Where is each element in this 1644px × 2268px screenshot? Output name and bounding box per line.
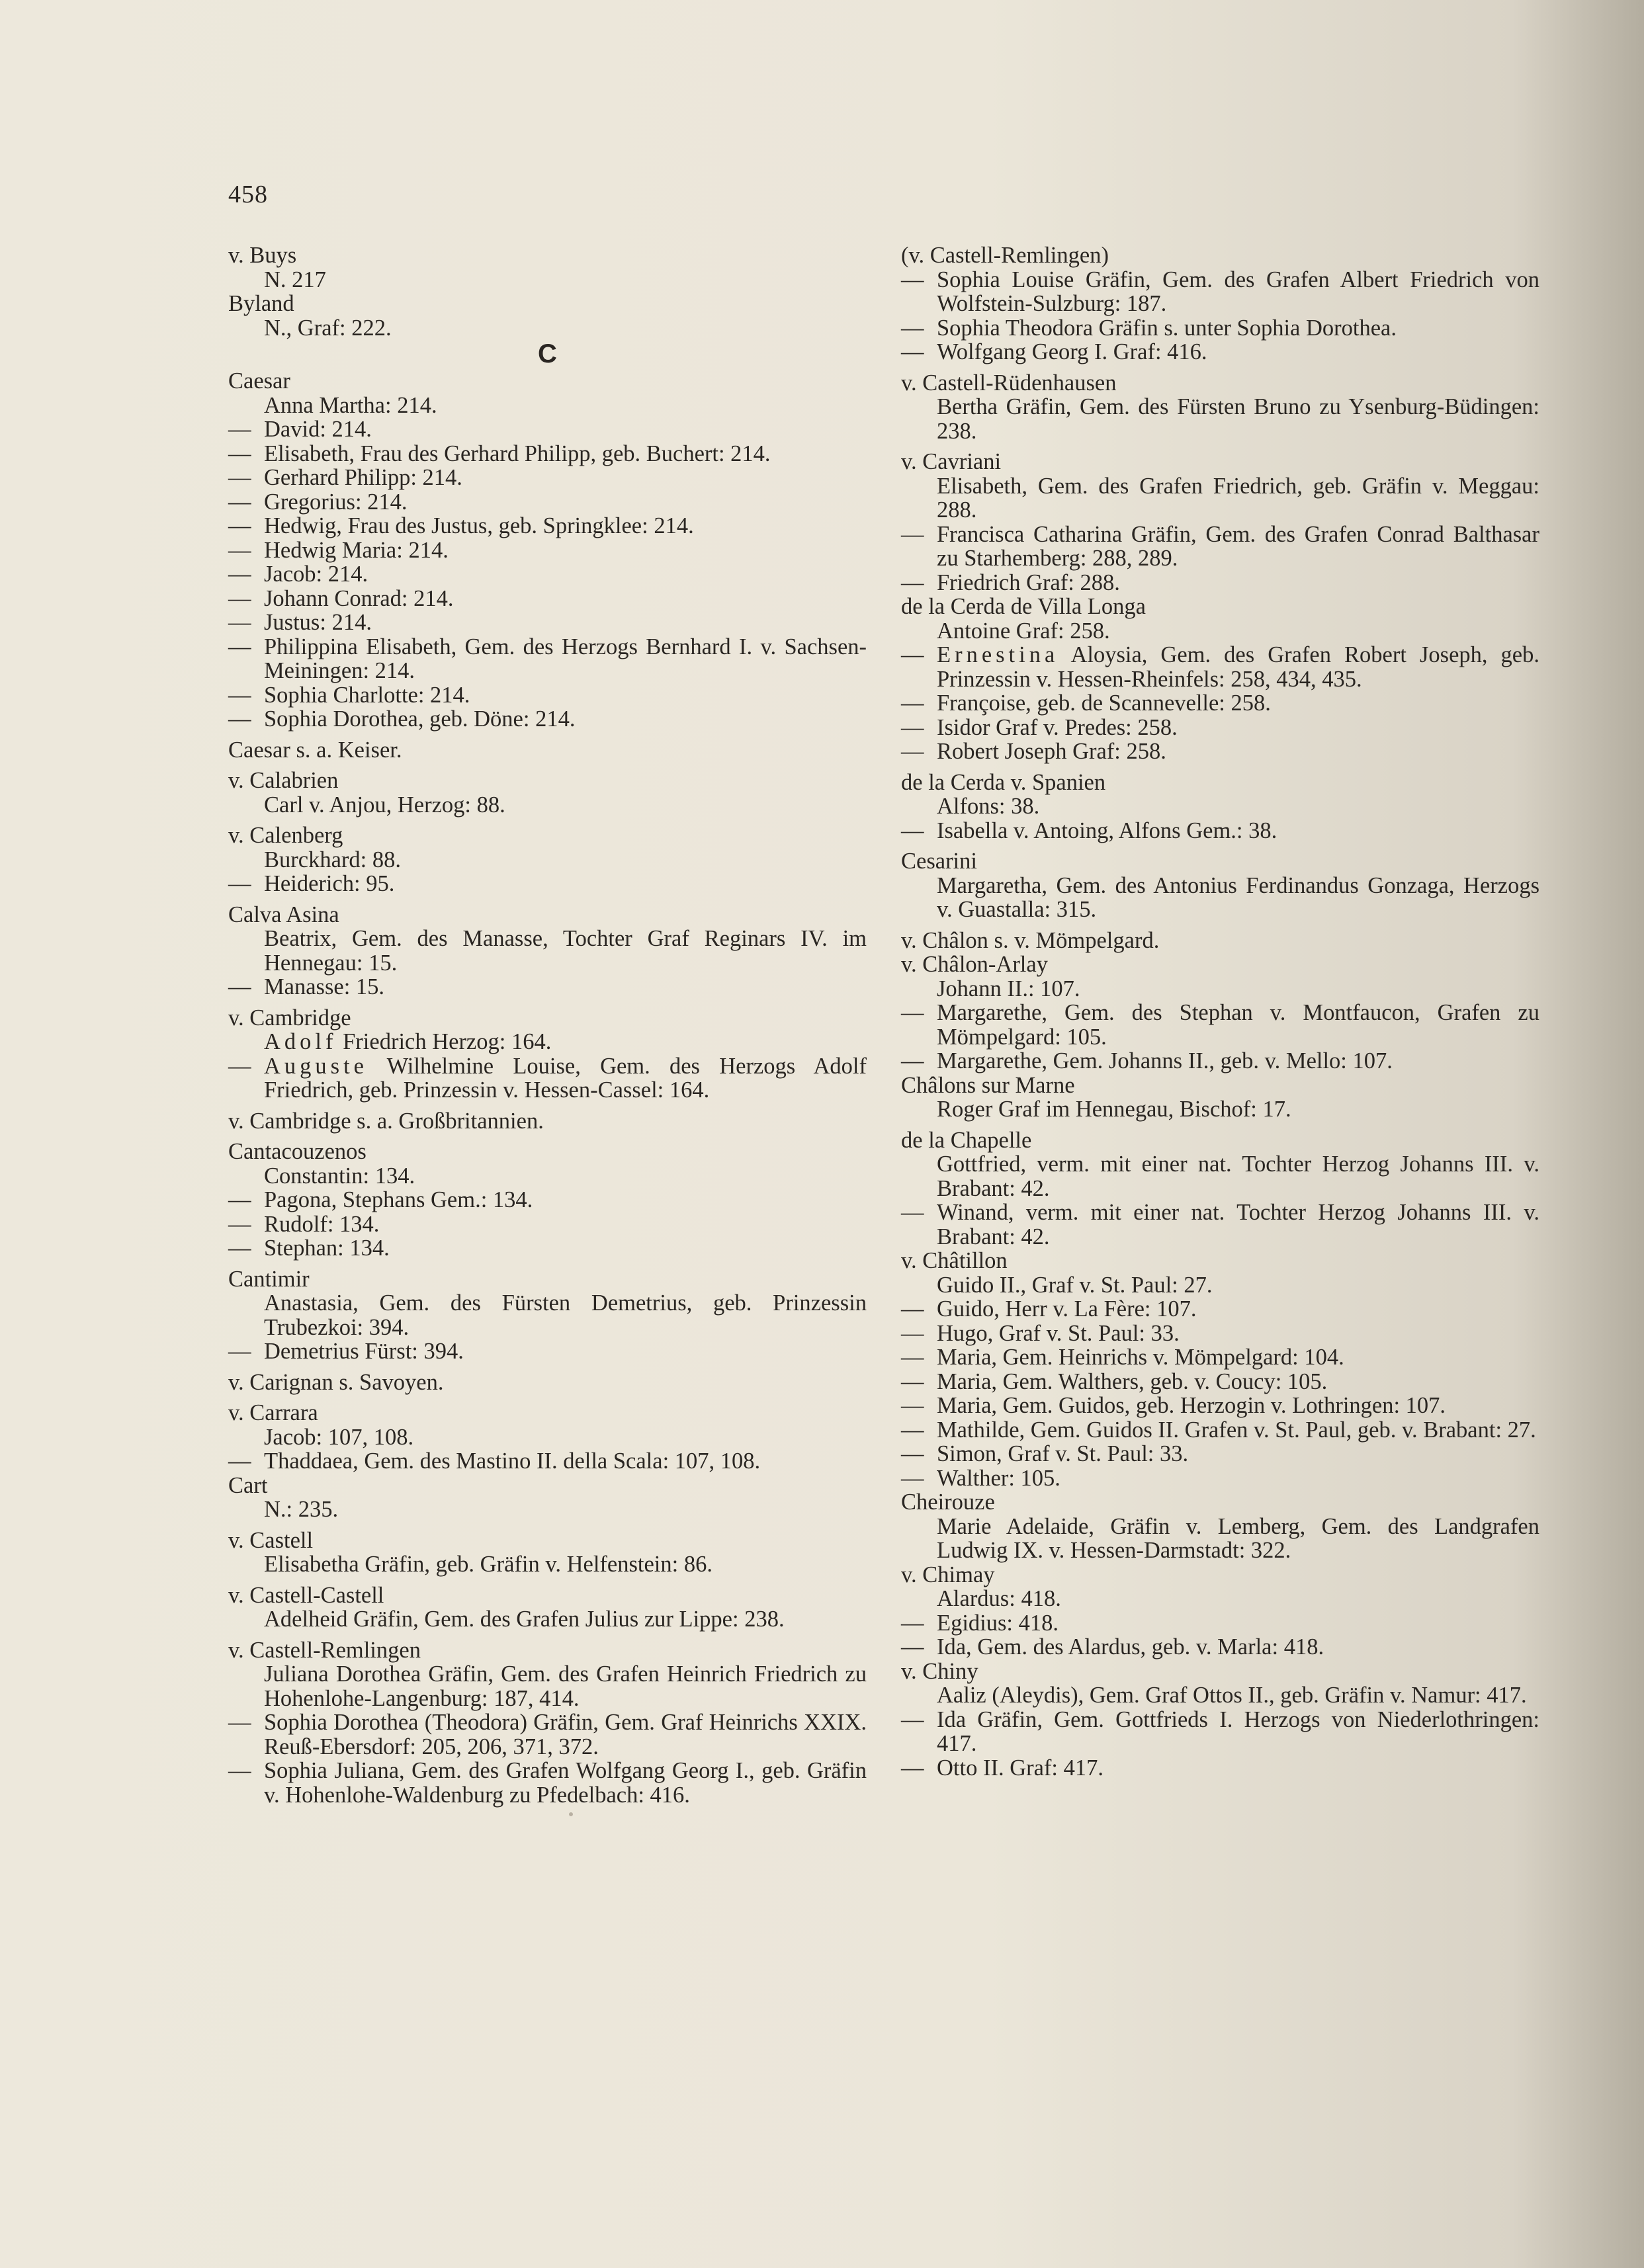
entry-heading: v. Castell bbox=[228, 1527, 314, 1553]
em-dash-mark: — bbox=[228, 610, 251, 635]
sub-entry-text: Mathilde, Gem. Guidos II. Grafen v. St. Paul, geb. v. Brabant: 27. bbox=[937, 1417, 1536, 1443]
sub-entry-text: Margarethe, Gem. des Stephan v. Montfaucon, Grafen zu Mömpelgard: 105. bbox=[937, 1000, 1539, 1050]
sub-entry bbox=[901, 1273, 1539, 1298]
sub-entry bbox=[901, 977, 1539, 1001]
em-dash-mark: — bbox=[228, 417, 251, 442]
sub-entry-text: Maria, Gem. Guidos, geb. Herzogin v. Lothringen: 107. bbox=[937, 1393, 1446, 1418]
sub-entry-continued bbox=[901, 268, 1539, 316]
page-number: 458 bbox=[228, 181, 268, 208]
sub-entry-text: Elisabeth, Frau des Gerhard Philipp, geb. Buchert: 214. bbox=[264, 441, 771, 466]
sub-entry-text: Maria, Gem. Heinrichs v. Mömpelgard: 104. bbox=[937, 1345, 1344, 1370]
sub-entry-continued bbox=[228, 1212, 867, 1237]
sub-entry-continued bbox=[228, 490, 867, 515]
index-entry bbox=[228, 1401, 867, 1474]
sub-entry-text: Sophia Dorothea, geb. Döne: 214. bbox=[264, 706, 576, 732]
sub-entry-continued bbox=[228, 610, 867, 635]
sub-entry-text: Elisabeth, Gem. des Grafen Friedrich, geb. Gräfin v. Meggau: 288. bbox=[937, 473, 1539, 523]
entry-heading: Byland bbox=[228, 291, 294, 316]
sub-entry-text: Winand, verm. mit einer nat. Tochter Herzog Johanns III. v. Brabant: 42. bbox=[937, 1200, 1539, 1249]
em-dash-mark: — bbox=[901, 818, 924, 843]
sub-entry-text: Alfons: 38. bbox=[937, 794, 1040, 819]
em-dash-mark: — bbox=[228, 465, 251, 490]
entry-heading: Cesarini bbox=[901, 849, 977, 874]
index-entry bbox=[901, 771, 1539, 843]
sub-entry-text: Sophia Charlotte: 214. bbox=[264, 682, 470, 708]
entry-heading: v. Buys bbox=[228, 243, 297, 268]
index-entry bbox=[228, 823, 867, 896]
sub-entry-text: Isabella v. Antoing, Alfons Gem.: 38. bbox=[937, 818, 1277, 843]
sub-entry-continued bbox=[228, 683, 867, 708]
sub-entry-continued bbox=[901, 316, 1539, 341]
sub-entry-text: Gerhard Philipp: 214. bbox=[264, 465, 462, 490]
sub-entry-continued bbox=[901, 1466, 1539, 1491]
sub-entry-text: Margaretha, Gem. des Antonius Ferdinandus Gonzaga, Herzogs v. Guastalla: 315. bbox=[937, 872, 1539, 922]
sub-entry bbox=[901, 1587, 1539, 1611]
index-entry bbox=[901, 1490, 1539, 1563]
em-dash-mark: — bbox=[228, 974, 251, 999]
em-dash-mark: — bbox=[901, 1048, 924, 1073]
sub-entry-continued bbox=[901, 1322, 1539, 1346]
index-entry bbox=[228, 1267, 867, 1364]
sub-entry-continued bbox=[228, 466, 867, 490]
sub-entry-text: Anna Martha: 214. bbox=[264, 392, 437, 418]
index-entry bbox=[228, 243, 867, 292]
sub-entry-text: N. 217 bbox=[264, 267, 326, 292]
entry-heading: v. Calabrien bbox=[228, 768, 339, 793]
entry-heading: Cantacouzenos bbox=[228, 1139, 367, 1164]
sub-entry-continued bbox=[901, 1635, 1539, 1659]
sub-entry-text: Hedwig, Frau des Justus, geb. Springklee: 214. bbox=[264, 513, 694, 538]
sub-entry-text: Alardus: 418. bbox=[937, 1586, 1061, 1611]
sub-entry-continued bbox=[901, 1345, 1539, 1370]
entry-heading: v. Carrara bbox=[228, 1400, 318, 1425]
index-entry bbox=[901, 1073, 1539, 1122]
sub-entry-continued bbox=[228, 442, 867, 466]
sub-entry bbox=[228, 793, 867, 818]
sub-entry-continued bbox=[228, 1759, 867, 1807]
em-dash-mark: — bbox=[901, 1296, 924, 1322]
sub-entry-text: Isidor Graf v. Predes: 258. bbox=[937, 714, 1178, 740]
sub-entry-text: Antoine Graf: 258. bbox=[937, 618, 1110, 644]
entry-heading: Cantimir bbox=[228, 1266, 310, 1292]
sub-entry bbox=[228, 927, 867, 975]
sub-entry-text: Hedwig Maria: 214. bbox=[264, 537, 449, 563]
sub-entry bbox=[901, 794, 1539, 819]
entry-heading: v. Castell-Rüdenhausen bbox=[901, 370, 1117, 396]
em-dash-mark: — bbox=[901, 339, 924, 364]
sub-entry-continued bbox=[901, 340, 1539, 364]
em-dash-mark: — bbox=[228, 1339, 251, 1364]
em-dash-mark: — bbox=[228, 1187, 251, 1212]
entry-heading: v. Castell-Castell bbox=[228, 1582, 384, 1608]
entry-heading: Cart bbox=[228, 1472, 268, 1498]
sub-entry-continued bbox=[901, 691, 1539, 716]
index-entry bbox=[901, 1563, 1539, 1659]
sub-entry-text: Philippina Elisabeth, Gem. des Herzogs Bernhard I. v. Sachsen-Meiningen: 214. bbox=[264, 634, 867, 683]
entry-heading: v. Cavriani bbox=[901, 449, 1002, 474]
em-dash-mark: — bbox=[228, 871, 251, 896]
sub-entry-continued bbox=[901, 1756, 1539, 1781]
sub-entry-text: Walther: 105. bbox=[937, 1465, 1060, 1491]
sub-entry bbox=[228, 268, 867, 292]
index-entry bbox=[228, 1583, 867, 1632]
em-dash-mark: — bbox=[901, 1441, 924, 1466]
em-dash-mark: — bbox=[228, 1758, 251, 1783]
sub-entry-text: Margarethe, Gem. Johanns II., geb. v. Mello: 107. bbox=[937, 1048, 1393, 1073]
sub-entry bbox=[228, 848, 867, 872]
sub-entry-continued bbox=[901, 571, 1539, 595]
sub-entry-text: Jacob: 107, 108. bbox=[264, 1424, 414, 1450]
index-entry bbox=[228, 1529, 867, 1577]
sub-entry-text: Justus: 214. bbox=[264, 610, 372, 635]
sub-entry-text: Guido, Herr v. La Fère: 107. bbox=[937, 1296, 1197, 1322]
em-dash-mark: — bbox=[228, 1211, 251, 1237]
em-dash-mark: — bbox=[228, 562, 251, 587]
em-dash-mark: — bbox=[228, 634, 251, 659]
entry-heading: Caesar bbox=[228, 368, 290, 394]
entry-heading: v. Chimay bbox=[901, 1562, 995, 1587]
entry-heading: v. Castell-Remlingen bbox=[228, 1637, 421, 1663]
sub-entry-continued bbox=[228, 1054, 867, 1103]
sub-entry bbox=[901, 395, 1539, 443]
sub-entry-continued bbox=[228, 635, 867, 683]
entry-heading: de la Cerda de Villa Longa bbox=[901, 594, 1146, 619]
sub-entry-continued bbox=[228, 872, 867, 896]
sub-entry-text: Thaddaea, Gem. des Mastino II. della Scala: 107, 108. bbox=[264, 1449, 761, 1474]
index-entry bbox=[901, 1249, 1539, 1490]
entry-heading: de la Chapelle bbox=[901, 1127, 1032, 1153]
sub-entry bbox=[228, 1662, 867, 1710]
sub-entry-continued bbox=[901, 1200, 1539, 1249]
sub-entry-continued bbox=[901, 1297, 1539, 1322]
sub-entry-text: Aaliz (Aleydis), Gem. Graf Ottos II., geb. Gräfin v. Namur: 417. bbox=[937, 1683, 1527, 1708]
em-dash-mark: — bbox=[901, 1634, 924, 1659]
sub-entry-continued bbox=[228, 1449, 867, 1474]
em-dash-mark: — bbox=[901, 1393, 924, 1418]
em-dash-mark: — bbox=[228, 682, 251, 708]
sub-entry-text: Sophia Louise Gräfin, Gem. des Grafen Albert Friedrich von Wolfstein-Sulzburg: 187. bbox=[937, 267, 1539, 316]
em-dash-mark: — bbox=[228, 706, 251, 732]
sub-entry bbox=[901, 1515, 1539, 1563]
index-entry bbox=[228, 292, 867, 340]
entry-heading: v. Châlon s. v. Mömpelgard. bbox=[901, 927, 1160, 953]
sub-entry-text: Wilhelmine Louise, Gem. des Herzogs Adolf Friedrich, geb. Prinzessin v. Hessen-Cassel: 164. bbox=[264, 1053, 867, 1103]
sub-entry-text: Juliana Dorothea Gräfin, Gem. des Grafen Heinrich Friedrich zu Hohenlohe-Langenburg: 187, 414. bbox=[264, 1661, 867, 1711]
sub-entry-text: Bertha Gräfin, Gem. des Fürsten Bruno zu Ysenburg-Büdingen: 238. bbox=[937, 394, 1539, 444]
em-dash-mark: — bbox=[901, 1706, 924, 1732]
index-entry bbox=[228, 903, 867, 999]
letterspaced-name: Auguste bbox=[264, 1053, 368, 1079]
sub-entry-text: Friedrich Herzog: 164. bbox=[337, 1029, 552, 1054]
sub-entry-text: Gregorius: 214. bbox=[264, 489, 408, 515]
letterspaced-name: Ernestina bbox=[937, 642, 1059, 667]
sub-entry-text: Demetrius Fürst: 394. bbox=[264, 1339, 464, 1364]
em-dash-mark: — bbox=[228, 537, 251, 563]
sub-entry bbox=[228, 1607, 867, 1632]
sub-entry bbox=[901, 619, 1539, 644]
em-dash-mark: — bbox=[228, 441, 251, 466]
sub-entry-continued bbox=[901, 1708, 1539, 1756]
sub-entry-continued bbox=[901, 1442, 1539, 1466]
em-dash-mark: — bbox=[228, 489, 251, 515]
sub-entry bbox=[228, 394, 867, 418]
em-dash-mark: — bbox=[901, 1610, 924, 1636]
em-dash-mark: — bbox=[901, 267, 924, 292]
index-entry bbox=[901, 450, 1539, 595]
index-entry bbox=[901, 849, 1539, 922]
sub-entry-text: Anastasia, Gem. des Fürsten Demetrius, geb. Prinzessin Trubezkoi: 394. bbox=[264, 1290, 867, 1340]
sub-entry-continued bbox=[228, 1236, 867, 1261]
em-dash-mark: — bbox=[901, 1368, 924, 1394]
index-entry bbox=[228, 369, 867, 732]
index-entry bbox=[228, 738, 867, 763]
sub-entry-continued bbox=[228, 1188, 867, 1212]
em-dash-mark: — bbox=[228, 1053, 251, 1079]
sub-entry bbox=[901, 874, 1539, 922]
sub-entry-continued bbox=[901, 819, 1539, 843]
entry-heading: Châlons sur Marne bbox=[901, 1072, 1075, 1098]
sub-entry bbox=[228, 1425, 867, 1450]
sub-entry-text: Manasse: 15. bbox=[264, 974, 385, 999]
sub-entry-continued bbox=[901, 1611, 1539, 1636]
sub-entry-continued bbox=[228, 1339, 867, 1364]
index-entry bbox=[228, 1109, 867, 1134]
em-dash-mark: — bbox=[901, 1000, 924, 1025]
sub-entry-continued bbox=[228, 417, 867, 442]
em-dash-mark: — bbox=[901, 714, 924, 740]
sub-entry-text: Otto II. Graf: 417. bbox=[937, 1755, 1103, 1781]
em-dash-mark: — bbox=[228, 1236, 251, 1261]
sub-entry-continued bbox=[901, 739, 1539, 764]
sub-entry bbox=[901, 1097, 1539, 1122]
sub-entry-continued bbox=[228, 1710, 867, 1759]
entry-heading: v. Châlon-Arlay bbox=[901, 952, 1048, 977]
em-dash-mark: — bbox=[901, 521, 924, 547]
sub-entry bbox=[901, 474, 1539, 523]
sub-entry-text: Hugo, Graf v. St. Paul: 33. bbox=[937, 1320, 1180, 1346]
sub-entry-text: Stephan: 134. bbox=[264, 1236, 390, 1261]
sub-entry-text: Robert Joseph Graf: 258. bbox=[937, 739, 1166, 764]
index-entry bbox=[901, 595, 1539, 764]
sub-entry-text: Friedrich Graf: 288. bbox=[937, 569, 1120, 595]
em-dash-mark: — bbox=[901, 1200, 924, 1225]
em-dash-mark: — bbox=[901, 642, 924, 667]
index-entry bbox=[228, 1006, 867, 1103]
paper-speck bbox=[569, 1812, 573, 1816]
sub-entry-text: Pagona, Stephans Gem.: 134. bbox=[264, 1187, 533, 1212]
entry-heading: (v. Castell-Remlingen) bbox=[901, 243, 1109, 268]
em-dash-mark: — bbox=[901, 739, 924, 764]
sub-entry-text: Beatrix, Gem. des Manasse, Tochter Graf Reginars IV. im Hennegau: 15. bbox=[264, 926, 867, 976]
entry-heading: Cheirouze bbox=[901, 1490, 995, 1515]
sub-entry-text: Marie Adelaide, Gräfin v. Lemberg, Gem. des Landgrafen Ludwig IX. v. Hessen-Darmstadt: 322. bbox=[937, 1513, 1539, 1563]
index-entry bbox=[901, 243, 1539, 364]
sub-entry-continued bbox=[901, 1370, 1539, 1394]
entry-heading: v. Chiny bbox=[901, 1658, 978, 1684]
sub-entry-text: Wolfgang Georg I. Graf: 416. bbox=[937, 339, 1207, 364]
em-dash-mark: — bbox=[901, 1465, 924, 1491]
index-column-left bbox=[228, 243, 867, 1807]
sub-entry-text: Rudolf: 134. bbox=[264, 1211, 380, 1237]
sub-entry-text: N., Graf: 222. bbox=[264, 315, 392, 341]
sub-entry-continued bbox=[228, 514, 867, 538]
sub-entry bbox=[901, 1152, 1539, 1200]
entry-heading: v. Calenberg bbox=[228, 823, 343, 848]
em-dash-mark: — bbox=[901, 1320, 924, 1346]
entry-heading: v. Châtillon bbox=[901, 1248, 1008, 1273]
sub-entry-text: Heiderich: 95. bbox=[264, 871, 395, 896]
entry-heading: v. Carignan s. Savoyen. bbox=[228, 1369, 444, 1395]
sub-entry-text: Ida, Gem. des Alardus, geb. v. Marla: 418. bbox=[937, 1634, 1324, 1659]
sub-entry bbox=[228, 1291, 867, 1339]
em-dash-mark: — bbox=[901, 315, 924, 341]
entry-heading: de la Cerda v. Spanien bbox=[901, 769, 1106, 795]
sub-entry-text: Roger Graf im Hennegau, Bischof: 17. bbox=[937, 1097, 1291, 1122]
sub-entry-text: Sophia Theodora Gräfin s. unter Sophia Dorothea. bbox=[937, 315, 1397, 341]
sub-entry-text: Françoise, geb. de Scannevelle: 258. bbox=[937, 691, 1271, 716]
sub-entry-continued bbox=[228, 587, 867, 611]
em-dash-mark: — bbox=[901, 1755, 924, 1781]
sub-entry-text: Sophia Juliana, Gem. des Grafen Wolfgang Georg I., geb. Gräfin v. Hohenlohe-Waldenburg zu Pfedelbach: 416. bbox=[264, 1758, 867, 1808]
sub-entry-text: Elisabetha Gräfin, geb. Gräfin v. Helfenstein: 86. bbox=[264, 1552, 713, 1577]
entry-heading: v. Cambridge bbox=[228, 1005, 351, 1030]
letterspaced-name: Adolf bbox=[264, 1029, 337, 1054]
index-entry bbox=[228, 1474, 867, 1522]
em-dash-mark: — bbox=[901, 691, 924, 716]
sub-entry-continued bbox=[901, 523, 1539, 571]
sub-entry bbox=[228, 316, 867, 341]
index-entry bbox=[228, 1638, 867, 1808]
sub-entry bbox=[901, 1683, 1539, 1708]
index-entry bbox=[901, 1128, 1539, 1249]
sub-entry bbox=[228, 1030, 867, 1054]
sub-entry-text: N.: 235. bbox=[264, 1497, 339, 1522]
index-entry bbox=[901, 371, 1539, 444]
sub-entry-text: Johann II.: 107. bbox=[937, 976, 1080, 1001]
sub-entry-text: Egidius: 418. bbox=[937, 1610, 1059, 1636]
sub-entry-continued bbox=[228, 562, 867, 587]
sub-entry-text: Burckhard: 88. bbox=[264, 847, 401, 872]
sub-entry-continued bbox=[228, 707, 867, 732]
sub-entry-text: Guido II., Graf v. St. Paul: 27. bbox=[937, 1272, 1213, 1298]
em-dash-mark: — bbox=[228, 513, 251, 538]
index-entry bbox=[901, 952, 1539, 1073]
sub-entry-text: Gottfried, verm. mit einer nat. Tochter Herzog Johanns III. v. Brabant: 42. bbox=[937, 1152, 1539, 1201]
sub-entry-text: Adelheid Gräfin, Gem. des Grafen Julius zur Lippe: 238. bbox=[264, 1607, 785, 1632]
index-entry bbox=[901, 929, 1539, 953]
sub-entry-text: Carl v. Anjou, Herzog: 88. bbox=[264, 792, 505, 818]
section-letter: C bbox=[538, 339, 557, 368]
index-entry bbox=[228, 1140, 867, 1261]
sub-entry-text: Jacob: 214. bbox=[264, 562, 368, 587]
sub-entry-continued bbox=[901, 643, 1539, 691]
sub-entry-text: Simon, Graf v. St. Paul: 33. bbox=[937, 1441, 1189, 1466]
index-entry bbox=[901, 1659, 1539, 1781]
sub-entry-continued bbox=[901, 1049, 1539, 1073]
sub-entry-continued bbox=[901, 1418, 1539, 1443]
entry-heading: Calva Asina bbox=[228, 902, 339, 927]
sub-entry bbox=[228, 1497, 867, 1522]
sub-entry-continued bbox=[901, 716, 1539, 740]
sub-entry-continued bbox=[901, 1394, 1539, 1418]
entry-heading: Caesar s. a. Keiser. bbox=[228, 737, 402, 763]
em-dash-mark: — bbox=[228, 1710, 251, 1735]
index-entry bbox=[228, 1370, 867, 1395]
sub-entry bbox=[228, 1164, 867, 1189]
sub-entry-continued bbox=[228, 975, 867, 999]
sub-entry-text: Maria, Gem. Walthers, geb. v. Coucy: 105. bbox=[937, 1368, 1328, 1394]
em-dash-mark: — bbox=[901, 569, 924, 595]
em-dash-mark: — bbox=[228, 585, 251, 611]
entry-heading: v. Cambridge s. a. Großbritannien. bbox=[228, 1108, 544, 1134]
sub-entry-text: Johann Conrad: 214. bbox=[264, 585, 454, 611]
em-dash-mark: — bbox=[901, 1345, 924, 1370]
sub-entry-text: David: 214. bbox=[264, 417, 372, 442]
index-entry bbox=[228, 769, 867, 817]
sub-entry-text: Ida Gräfin, Gem. Gottfrieds I. Herzogs von Niederlothringen: 417. bbox=[937, 1706, 1539, 1756]
sub-entry-text: Constantin: 134. bbox=[264, 1163, 415, 1189]
sub-entry-text: Francisca Catharina Gräfin, Gem. des Grafen Conrad Balthasar zu Starhemberg: 288, 289. bbox=[937, 521, 1539, 571]
sub-entry-text: Sophia Dorothea (Theodora) Gräfin, Gem. Graf Heinrichs XXIX. Reuß-Ebersdorf: 205, 206, 371, 372. bbox=[264, 1710, 867, 1759]
em-dash-mark: — bbox=[228, 1449, 251, 1474]
sub-entry-text: Aloysia, Gem. des Grafen Robert Joseph, geb. Prinzessin v. Hessen-Rheinfels: 258, 434, 435. bbox=[937, 642, 1539, 692]
index-column-right bbox=[901, 243, 1539, 1780]
sub-entry-continued bbox=[901, 1001, 1539, 1049]
sub-entry-continued bbox=[228, 538, 867, 563]
em-dash-mark: — bbox=[901, 1417, 924, 1443]
sub-entry bbox=[228, 1552, 867, 1577]
